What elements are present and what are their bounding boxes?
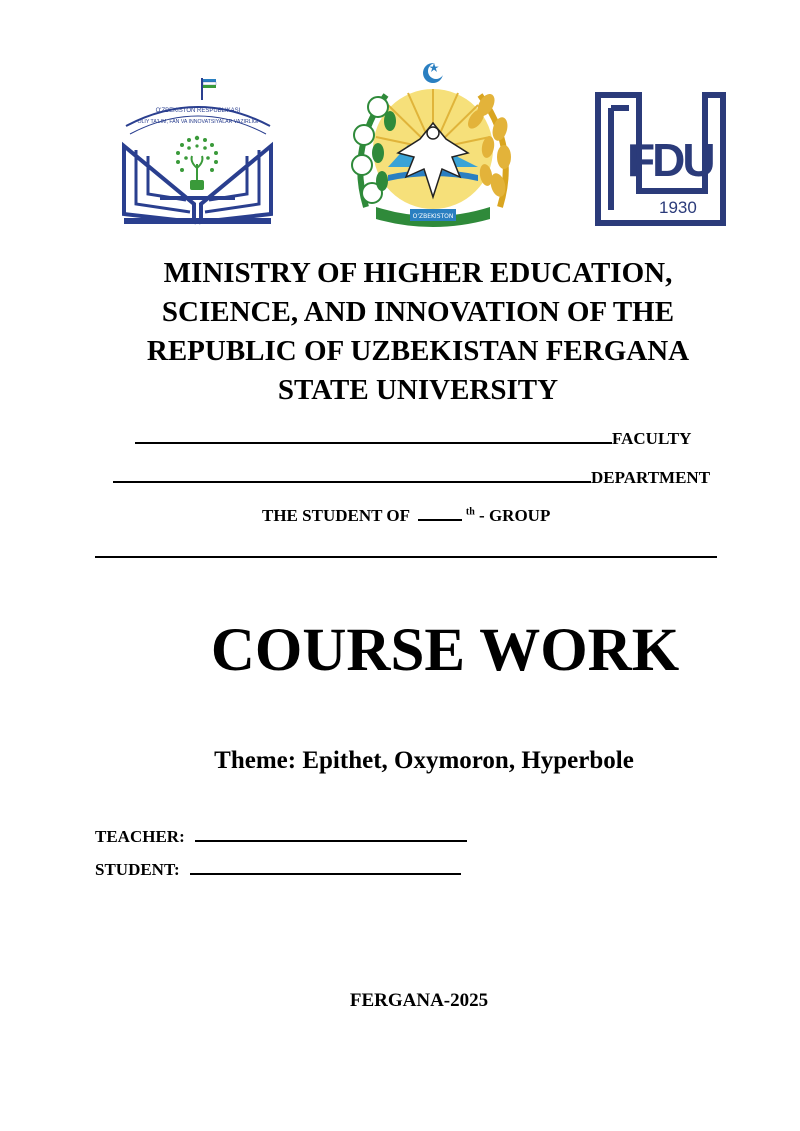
- group-suffix: th: [465, 506, 475, 518]
- state-emblem: [348, 57, 518, 232]
- department-row: [113, 467, 710, 488]
- svg-text:FDU: FDU: [627, 134, 713, 186]
- faculty-blank[interactable]: [135, 428, 612, 444]
- group-number-blank[interactable]: [418, 505, 462, 521]
- faculty-row: [135, 428, 691, 449]
- teacher-row: [95, 826, 467, 847]
- group-label: - GROUP: [479, 506, 551, 525]
- svg-text:O'ZBEKISTON RESPUBLIKASI: O'ZBEKISTON RESPUBLIKASI: [155, 108, 241, 114]
- city-year: FERGANA-2025: [349, 990, 489, 1011]
- student-label: STUDENT:: [95, 860, 180, 879]
- student-of-label: THE STUDENT OF: [262, 506, 410, 525]
- department-label: DEPARTMENT: [591, 468, 711, 487]
- teacher-blank[interactable]: [195, 826, 467, 842]
- student-row: [95, 859, 461, 880]
- svg-text:O'ZBEKISTON: O'ZBEKISTON: [412, 213, 454, 220]
- document-title: COURSE WORK: [210, 617, 680, 684]
- theme-line: Theme: Epithet, Oxymoron, Hyperbole: [214, 747, 634, 774]
- faculty-label: FACULTY: [612, 429, 692, 448]
- teacher-label: TEACHER:: [95, 827, 185, 846]
- ministry-line-2: SCIENCE, AND INNOVATION OF THE: [161, 296, 675, 328]
- student-name-blank[interactable]: [95, 556, 717, 558]
- ministry-logo: [120, 76, 275, 228]
- ministry-line-4: STATE UNIVERSITY: [277, 374, 559, 406]
- ministry-heading: [100, 254, 736, 410]
- group-row: [262, 505, 550, 526]
- ministry-line-3: REPUBLIC OF UZBEKISTAN FERGANA: [146, 335, 690, 367]
- svg-text:1930: 1930: [659, 198, 697, 217]
- fdu-logo: [595, 92, 729, 226]
- department-blank[interactable]: [113, 467, 591, 483]
- student-blank[interactable]: [190, 859, 461, 875]
- ministry-line-1: MINISTRY OF HIGHER EDUCATION,: [163, 257, 673, 289]
- svg-text:OLIY TA'LIM, FAN VA INNOVATSIY: OLIY TA'LIM, FAN VA INNOVATSIYALAR VAZIRLIGI: [137, 119, 259, 125]
